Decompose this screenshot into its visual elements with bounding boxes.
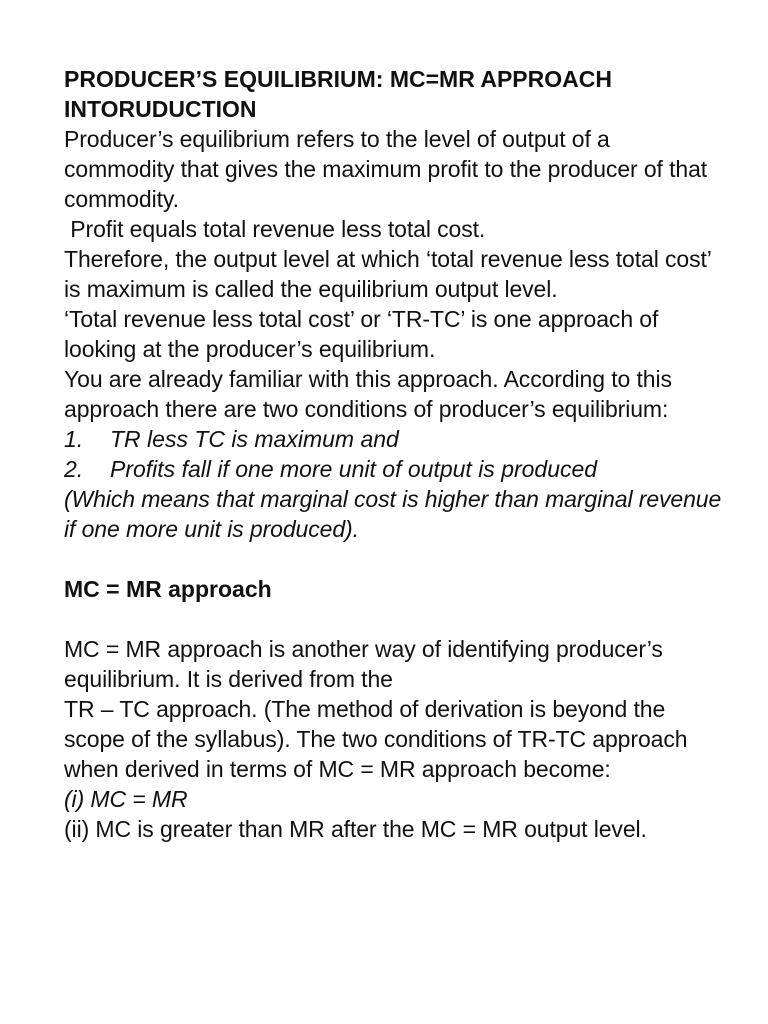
document-page bbox=[64, 64, 724, 844]
intro-paragraph-equilibrium-level: Therefore, the output level at which ‘total revenue less total cost’ is maximum is called the equilibrium output level. bbox=[64, 246, 711, 302]
intro-paragraph-tr-tc: ‘Total revenue less total cost’ or ‘TR-TC’ is one approach of looking at the producer’s equilibrium. bbox=[64, 306, 659, 362]
condition-1: (i) MC = MR bbox=[64, 786, 188, 812]
section-title-introduction: INTORUDUCTION bbox=[64, 96, 257, 122]
intro-note: (Which means that marginal cost is higher than marginal revenue if one more unit is produced). bbox=[64, 486, 722, 542]
section-paragraph-derivation: TR – TC approach. (The method of derivation is beyond the scope of the syllabus). The two conditions of TR-TC approach when derived in terms of MC = MR approach become: bbox=[64, 696, 688, 782]
list-item-text: TR less TC is maximum and bbox=[110, 426, 399, 452]
spacer bbox=[64, 604, 724, 634]
list-item-text: Profits fall if one more unit of output is produced bbox=[110, 456, 598, 482]
section-paragraph-intro: MC = MR approach is another way of identifying producer’s equilibrium. It is derived from the bbox=[64, 636, 663, 692]
list-item-number: 1. bbox=[64, 426, 84, 452]
document-title: PRODUCER’S EQUILIBRIUM: MC=MR APPROACH bbox=[64, 66, 612, 92]
intro-paragraph-definition: Producer’s equilibrium refers to the level of output of a commodity that gives the maximum profit to the producer of that commodity. bbox=[64, 126, 708, 212]
spacer bbox=[64, 544, 724, 574]
list-item-number: 2. bbox=[64, 456, 84, 482]
list-item bbox=[64, 454, 724, 484]
intro-paragraph-conditions: You are already familiar with this approach. According to this approach there are two conditions of producer’s equilibrium: bbox=[64, 366, 672, 422]
list-item bbox=[64, 424, 724, 454]
section-heading-mc-mr: MC = MR approach bbox=[64, 576, 272, 602]
intro-paragraph-profit: Profit equals total revenue less total cost. bbox=[64, 216, 486, 242]
condition-2: (ii) MC is greater than MR after the MC = MR output level. bbox=[64, 816, 647, 842]
